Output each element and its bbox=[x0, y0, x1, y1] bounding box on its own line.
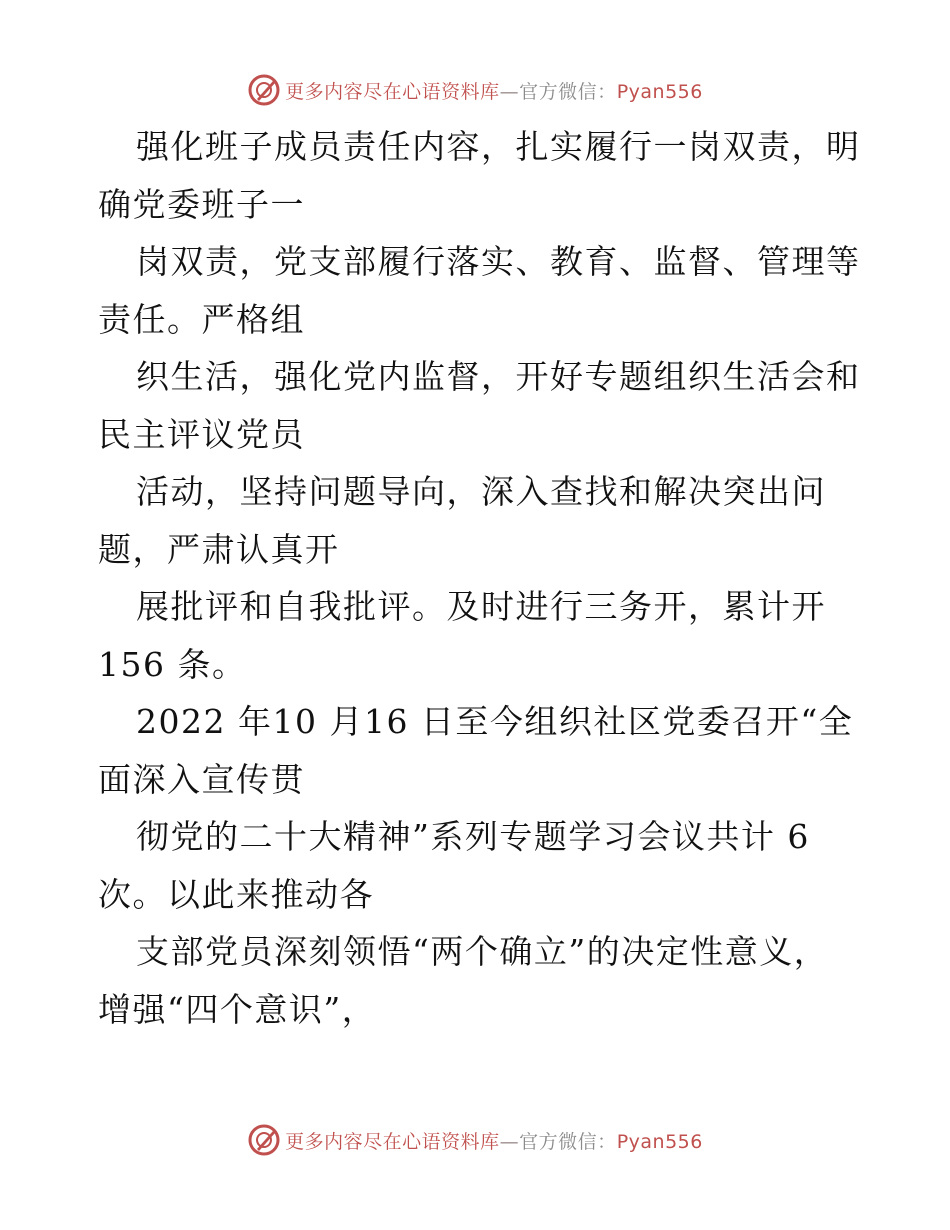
header-watermark bbox=[0, 70, 950, 110]
text-line: 民主评议党员 bbox=[98, 414, 305, 454]
text-line: 增强“四个意识”， bbox=[98, 989, 377, 1029]
text-line: 织生活，强化党内监督，开好专题组织生活会和 bbox=[136, 357, 861, 396]
watermark-text: 更多内容尽在心语资料库—官方微信：Pyan556 bbox=[285, 80, 703, 103]
text-line: 次。以此来推动各 bbox=[98, 874, 374, 914]
text-line: 确党委班子一 bbox=[98, 184, 305, 224]
text-line: 责任。严格组 bbox=[98, 299, 305, 339]
text-line: 支部党员深刻领悟“两个确立”的决定性意义， bbox=[136, 932, 829, 971]
logo-icon bbox=[247, 73, 281, 107]
text-line: 活动，坚持问题导向，深入查找和解决突出问 bbox=[136, 472, 826, 511]
text-line: 展批评和自我批评。及时进行三务开，累计开 bbox=[136, 587, 826, 626]
text-line: 题，严肃认真开 bbox=[98, 529, 340, 569]
text-line: 面深入宣传贯 bbox=[98, 759, 305, 799]
text-line: 岗双责，党支部履行落实、教育、监督、管理等 bbox=[136, 242, 861, 281]
text-line: 强化班子成员责任内容，扎实履行一岗双责，明 bbox=[136, 127, 861, 166]
logo-icon bbox=[247, 1123, 281, 1157]
text-line: 2022 年10 月16 日至今组织社区党委召开“全 bbox=[136, 702, 854, 741]
footer-watermark bbox=[0, 1120, 950, 1160]
document-body bbox=[98, 118, 861, 1038]
text-line: 彻党的二十大精神”系列专题学习会议共计 6 bbox=[136, 817, 810, 856]
text-line: 156 条。 bbox=[98, 644, 247, 684]
watermark-text: 更多内容尽在心语资料库—官方微信：Pyan556 bbox=[285, 1130, 703, 1153]
